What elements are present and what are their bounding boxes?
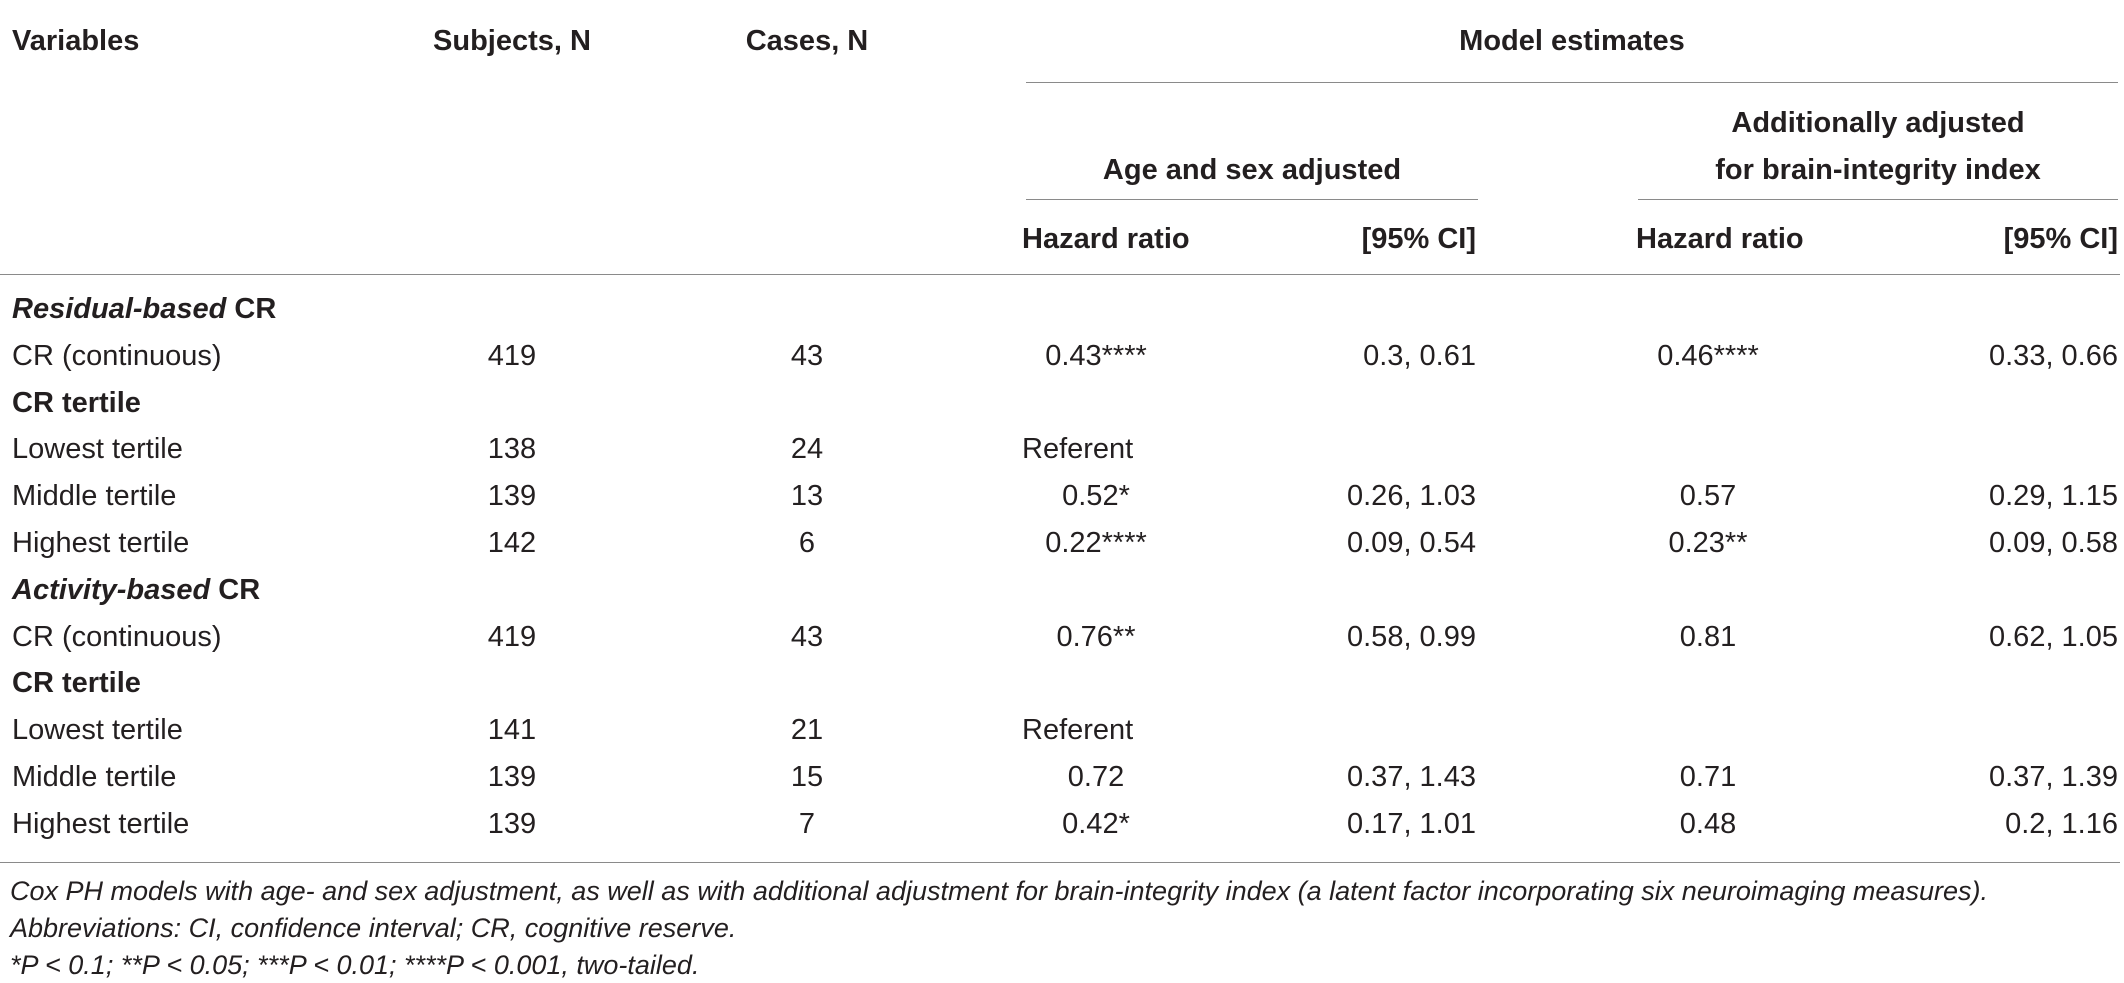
row-label: CR (continuous) <box>12 620 222 653</box>
cell-ci-age-sex: 0.26, 1.03 <box>1347 480 1476 513</box>
footnote-significance: *P < 0.1; **P < 0.05; ***P < 0.01; ****P < 0.001, two-tailed. <box>10 950 700 980</box>
col-header-model-estimates: Model estimates <box>1459 25 1685 57</box>
cell-subjects: 419 <box>487 339 537 372</box>
cell-ci-age-sex: 0.37, 1.43 <box>1347 761 1476 793</box>
cell-hr-age-sex: 0.52* <box>1062 480 1130 513</box>
cell-cases: 15 <box>790 761 824 793</box>
row-label: Highest tertile <box>12 527 190 559</box>
row-label: Lowest tertile <box>12 714 183 747</box>
cell-hr-age-sex: 0.72 <box>1067 761 1125 793</box>
cell-subjects: 139 <box>487 807 537 840</box>
cell-ci-age-sex: 0.3, 0.61 <box>1363 339 1476 372</box>
section-title-italic: Residual-based <box>12 293 227 325</box>
cell-ci-brain: 0.2, 1.16 <box>2005 807 2118 840</box>
row-label: CR (continuous) <box>12 339 222 372</box>
cell-hr-age-sex: 0.43**** <box>1045 339 1147 372</box>
cell-hr-brain: 0.71 <box>1679 761 1737 793</box>
cell-referent: Referent <box>1022 433 1134 466</box>
cell-cases: 24 <box>790 433 824 466</box>
section-title <box>12 573 260 607</box>
cell-hr-brain: 0.23** <box>1668 527 1748 559</box>
cell-hr-age-sex: 0.76** <box>1056 620 1136 653</box>
col-header-variables: Variables <box>12 25 140 57</box>
cell-subjects: 139 <box>487 480 537 513</box>
footnote-abbreviations: Abbreviations: CI, confidence interval; CR, cognitive reserve. <box>10 913 737 943</box>
cell-ci-age-sex: 0.17, 1.01 <box>1347 807 1476 840</box>
group-header-age-sex: Age and sex adjusted <box>1102 154 1402 186</box>
sub-header-ci2: [95% CI] <box>2003 223 2118 255</box>
cell-subjects: 138 <box>487 433 537 466</box>
tertile-title: CR tertile <box>12 386 141 419</box>
sub-header-hr1: Hazard ratio <box>1022 223 1190 255</box>
section-title-rest: CR <box>226 293 277 325</box>
cell-cases: 21 <box>790 714 824 747</box>
group-header-brain-line1: Additionally adjusted <box>1731 107 2025 139</box>
cell-hr-brain: 0.48 <box>1679 807 1737 840</box>
cell-cases: 6 <box>798 527 816 559</box>
cell-hr-brain: 0.81 <box>1679 620 1737 653</box>
cell-ci-brain: 0.62, 1.05 <box>1989 620 2118 653</box>
rule-model-estimates <box>1026 82 2118 83</box>
cell-referent: Referent <box>1022 714 1134 747</box>
cell-ci-brain: 0.33, 0.66 <box>1989 339 2118 372</box>
cell-ci-age-sex: 0.58, 0.99 <box>1347 620 1476 653</box>
section-title <box>12 292 276 326</box>
cell-hr-brain: 0.46**** <box>1657 339 1759 372</box>
cell-subjects: 419 <box>487 620 537 653</box>
cell-hr-age-sex: 0.42* <box>1062 807 1130 840</box>
col-header-cases: Cases, N <box>745 25 869 57</box>
cell-cases: 7 <box>798 807 816 840</box>
sub-header-ci1: [95% CI] <box>1361 223 1476 255</box>
cell-cases: 13 <box>790 480 824 513</box>
rule-table-bottom <box>0 862 2120 863</box>
row-label: Middle tertile <box>12 761 177 793</box>
footnote-methods: Cox PH models with age- and sex adjustment, as well as with additional adjustment for brain-integrity index (a latent factor incorporating six neuroimaging measures). <box>10 876 1988 906</box>
cell-hr-brain: 0.57 <box>1679 480 1737 513</box>
cell-ci-age-sex: 0.09, 0.54 <box>1347 527 1476 559</box>
section-title-rest: CR <box>210 573 261 606</box>
sub-header-hr2: Hazard ratio <box>1636 223 1804 255</box>
cell-subjects: 141 <box>487 714 537 747</box>
tertile-title: CR tertile <box>12 667 141 700</box>
cell-subjects: 139 <box>487 761 537 793</box>
cell-ci-brain: 0.29, 1.15 <box>1989 480 2118 513</box>
group-header-brain-line2: for brain-integrity index <box>1715 154 2041 186</box>
row-label: Highest tertile <box>12 807 190 840</box>
cell-subjects: 142 <box>487 527 537 559</box>
cell-cases: 43 <box>790 620 824 653</box>
section-title-italic: Activity-based <box>12 573 211 606</box>
col-header-subjects: Subjects, N <box>433 25 591 57</box>
row-label: Middle tertile <box>12 480 177 513</box>
cell-cases: 43 <box>790 339 824 372</box>
rule-header-bottom <box>0 274 2120 275</box>
cell-ci-brain: 0.09, 0.58 <box>1989 527 2118 559</box>
rule-group2 <box>1638 199 2118 200</box>
row-label: Lowest tertile <box>12 433 183 466</box>
cell-ci-brain: 0.37, 1.39 <box>1989 761 2118 793</box>
cell-hr-age-sex: 0.22**** <box>1045 527 1147 559</box>
rule-group1 <box>1026 199 1478 200</box>
